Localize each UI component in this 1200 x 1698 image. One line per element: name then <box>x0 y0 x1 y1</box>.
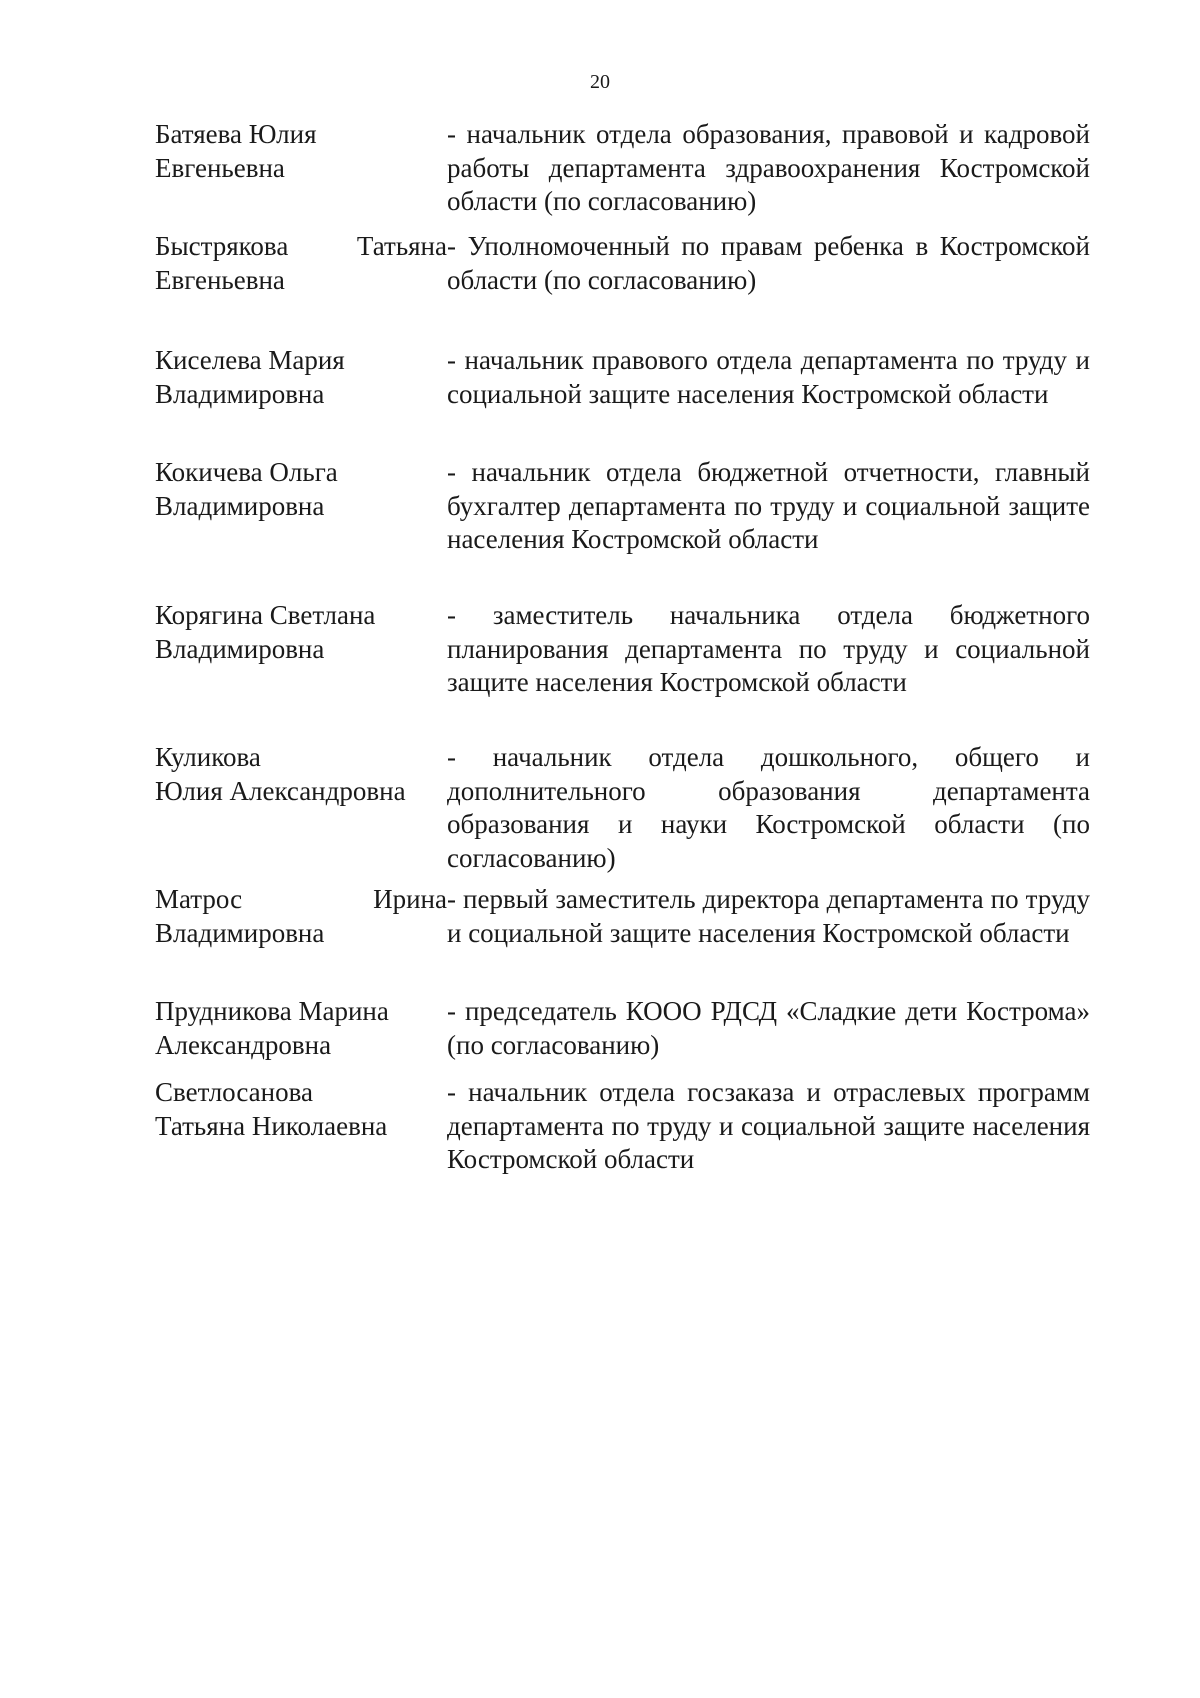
member-name-line-1: Быстрякова Татьяна <box>155 231 447 261</box>
member-name-line-2: Владимировна <box>155 378 325 409</box>
member-name-line-2: Владимировна <box>155 917 325 948</box>
member-name <box>155 883 447 950</box>
member-name-line-1: Куликова <box>155 742 261 772</box>
member-position: - председатель КООО РДСД «Сладкие дети Кострома» (по согласованию) <box>447 996 1090 1060</box>
member-name <box>155 741 447 808</box>
member-name-line-1: Киселева Мария <box>155 345 345 375</box>
member-name <box>155 344 447 411</box>
member-name-line-1: Прудникова Марина <box>155 996 389 1026</box>
member-position: - начальник отдела бюджетной отчетности, главный бухгалтер департамента по труду и социальной защите населения Костромской области <box>447 457 1090 554</box>
member-name-line-2: Евгеньевна <box>155 152 285 183</box>
member-position: - начальник правового отдела департамента по труду и социальной защите населения Костромской области <box>447 345 1090 409</box>
member-name-line-1: Кокичева Ольга <box>155 457 338 487</box>
member-name <box>155 599 447 666</box>
member-name <box>155 230 447 297</box>
member-position: - заместитель начальника отдела бюджетного планирования департамента по труду и социальной защите населения Костромской области <box>447 600 1090 697</box>
member-name-line-1: Светлосанова <box>155 1077 313 1107</box>
member-position: - Уполномоченный по правам ребенка в Костромской области (по согласованию) <box>447 231 1090 295</box>
member-name-line-2: Юлия Александровна <box>155 775 406 806</box>
member-name-line-2: Владимировна <box>155 490 325 521</box>
member-position: - начальник отдела дошкольного, общего и дополнительного образования департамента образования и науки Костромской области (по согласованию) <box>447 742 1090 873</box>
member-name <box>155 1076 447 1143</box>
member-position: - первый заместитель директора департамента по труду и социальной защите населения Костромской области <box>447 884 1090 948</box>
member-name-line-2: Евгеньевна <box>155 264 285 295</box>
member-name <box>155 995 447 1062</box>
member-name-line-1: Батяева Юлия <box>155 119 317 149</box>
member-name-line-2: Александровна <box>155 1029 332 1060</box>
member-name-line-1: Корягина Светлана <box>155 600 376 630</box>
page-number: 20 <box>590 71 610 93</box>
member-name <box>155 118 447 185</box>
member-name <box>155 456 447 523</box>
member-name-line-2: Владимировна <box>155 633 325 664</box>
member-position: - начальник отдела образования, правовой и кадровой работы департамента здравоохранения Костромской области (по согласованию) <box>447 119 1090 216</box>
member-name-line-1: Матрос Ирина <box>155 884 447 914</box>
member-position: - начальник отдела госзаказа и отраслевых программ департамента по труду и социальной защите населения Костромской области <box>447 1077 1090 1174</box>
member-name-line-2: Татьяна Николаевна <box>155 1110 388 1141</box>
